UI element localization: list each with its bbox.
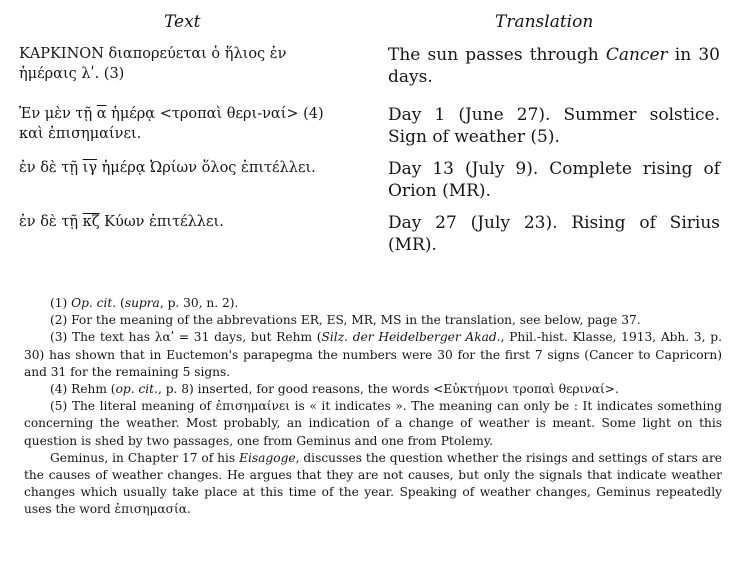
footnote-3-italic: Silz. der Heidelberger Akad. — [321, 330, 501, 345]
column-header-translation: Translation — [495, 12, 594, 32]
greek-text-2 — [19, 104, 341, 144]
translation-1 — [388, 44, 720, 88]
footnote-4 — [24, 381, 722, 398]
footnote-1-italic: Op. cit. — [71, 296, 117, 310]
body-paragraph — [24, 450, 722, 519]
greek-text-2-b: ἡμέρᾳ <τροπαὶ θερι-ναί> (4) καὶ ἐπισημαίνει. — [19, 106, 324, 142]
footnote-3-b: , Phil.-hist. Klasse, 1913, Abh. 3, p. 30) has shown that in Euctemon's parapegma the numbers were 30 for the first 7 signs (Cancer to Capricorn) and 31 for the remaining 5 signs. — [24, 330, 722, 379]
body-paragraph-b: , discusses the question whether the risings and settings of stars are the causes of weather changes. He argues that they are not causes, but only the signals that indicate weather changes which usually take place at this time of the year. Speaking of weather changes, Geminus repeatedly uses the word ἐπισημασία. — [24, 450, 723, 517]
footnote-1-c: , p. 30, n. 2). — [159, 296, 239, 310]
greek-text-2-a: Ἐν μὲν τῇ — [19, 106, 97, 122]
footnote-1-italic-2: supra — [124, 296, 160, 310]
translation-1-italic: Cancer — [605, 45, 668, 65]
footnote-1 — [24, 295, 722, 312]
greek-text-4-b: Κύων ἐπιτέλλει. — [99, 214, 224, 230]
greek-numeral-3: $\overline{\iota\gamma}$ — [82, 160, 98, 176]
translation-4: Day 27 (July 23). Rising of Sirius (MR). — [388, 213, 720, 255]
translation-2: Day 1 (June 27). Summer solstice. Sign of weather (5). — [388, 105, 720, 147]
translation-1-part-b: in 30 days. — [388, 45, 720, 87]
footnote-4-b: , p. 8) inserted, for good reasons, the words <Εὐκτήμονι τροπαὶ θεριναί>. — [157, 382, 619, 397]
greek-text-1: ΚΑΡΚΙΝΟΝ διαπορεύεται ὁ ἥλιος ἐν ἡμέραις λʹ. (3) — [19, 46, 287, 82]
footnotes — [24, 295, 722, 519]
column-header-text: Text — [164, 12, 201, 32]
translation-1-part-a: The sun passes through — [388, 45, 606, 65]
body-paragraph-italic: Eisagoge — [239, 450, 296, 465]
footnote-1-a: (1) — [50, 296, 72, 310]
footnote-3 — [24, 329, 722, 381]
footnote-1-b: ( — [116, 296, 125, 310]
greek-text-3-b: ἡμέρᾳ Ὠρίων ὅλος ἐπιτέλλει. — [97, 160, 316, 176]
footnote-2: (2) For the meaning of the abbrevations ER, ES, MR, MS in the translation, see below, page 37. — [50, 313, 641, 328]
footnote-4-a: (4) Rehm ( — [50, 382, 116, 397]
footnote-4-italic: op. cit. — [115, 382, 158, 397]
greek-text-4 — [19, 212, 341, 232]
footnote-3-a: (3) The text has λαʹ = 31 days, but Rehm ( — [50, 330, 322, 345]
greek-numeral-4: $\overline{\kappa\zeta}$ — [82, 214, 100, 230]
translation-3: Day 13 (July 9). Complete rising of Orion (MR). — [388, 159, 720, 201]
greek-text-3 — [19, 158, 341, 178]
footnote-5: (5) The literal meaning of ἐπισημαίνει is « it indicates ». The meaning can only be : It indicates something concerning the weather. Most probably, an indication of a change of weather is meant. Some light on this question is shed by two passages, one from Geminus and one from Ptolemy. — [24, 399, 722, 448]
greek-numeral-2: $\overline{\alpha}$ — [96, 106, 107, 122]
greek-text-4-a: ἐν δὲ τῇ — [19, 214, 83, 230]
body-paragraph-a: Geminus, in Chapter 17 of his — [50, 450, 240, 465]
greek-text-3-a: ἐν δὲ τῇ — [19, 160, 83, 176]
